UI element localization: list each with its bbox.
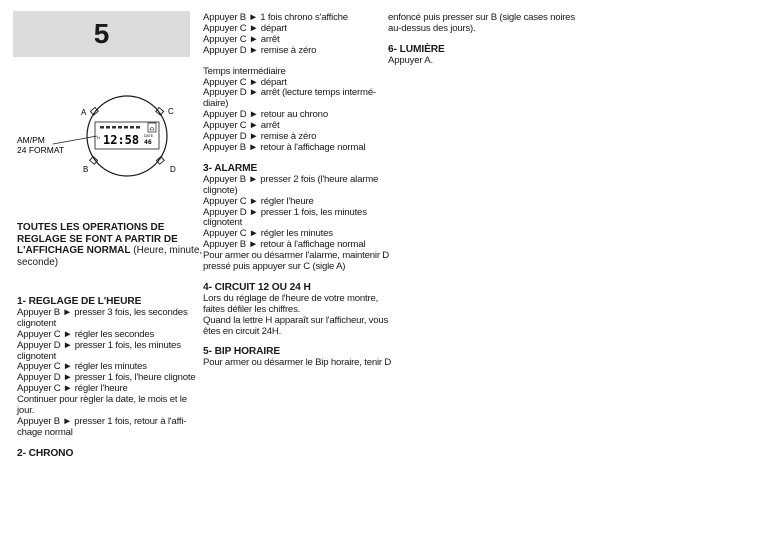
intro-line: TOUTES LES OPERATIONS DE: [17, 222, 165, 233]
text-line: Appuyer C ► régler l'heure: [17, 383, 128, 395]
intro-paragraph: [17, 222, 203, 268]
text-line: Appuyer C ► départ: [203, 76, 287, 88]
label-b: B: [83, 165, 89, 174]
watch-time: 12:58: [103, 133, 140, 147]
intro-tail: (Heure, minute,: [130, 245, 203, 256]
text-line: Lors du réglage de l'heure de votre montre,: [203, 292, 379, 304]
button-b: [90, 157, 98, 165]
section-3-title: 3- ALARME: [203, 162, 258, 174]
text-line: enfoncé puis presser sur B (sigle cases noires: [388, 12, 576, 23]
day-segments-icon: [100, 126, 140, 129]
section-5-title: 5- BIP HORAIRE: [203, 346, 281, 358]
section-1: [17, 296, 196, 460]
text-line: au-dessus des jours).: [388, 22, 476, 34]
text-line: clignotent: [17, 317, 57, 329]
label-c: C: [168, 107, 174, 116]
format-label: 24 FORMAT: [17, 145, 65, 155]
text-line: jour.: [17, 405, 35, 417]
column-3: [388, 12, 576, 67]
text-line: Appuyer A.: [388, 54, 433, 66]
text-line: Appuyer B ► retour à l'affichage normal: [203, 141, 366, 153]
text-line: Appuyer D ► remise à zéro: [203, 131, 317, 143]
text-line: Appuyer D ► presser 1 fois, les minutes: [17, 339, 181, 351]
page-number: 5: [93, 18, 110, 49]
text-line: Pour armer ou désarmer l'alarme, maintenir D: [203, 250, 390, 262]
text-line: Appuyer B ► retour à l'affichage normal: [203, 239, 366, 251]
text-line: diaire): [203, 98, 229, 110]
text-line: Temps intermédiaire: [203, 65, 286, 77]
text-line: Appuyer B ► 1 fois chrono s'affiche: [203, 12, 348, 23]
text-line: Appuyer D ► remise à zéro: [203, 44, 317, 56]
h-tag: H: [97, 135, 100, 140]
text-line: Appuyer C ► régler les secondes: [17, 328, 155, 340]
text-line: Appuyer D ► presser 1 fois, les minutes: [203, 206, 367, 218]
text-line: Appuyer C ► départ: [203, 22, 287, 34]
text-line: faites défiler les chiffres.: [203, 303, 301, 315]
callout-line: [53, 136, 97, 144]
section-4-title: 4- CIRCUIT 12 OU 24 H: [203, 281, 311, 293]
text-line: Appuyer C ► régler les minutes: [17, 361, 147, 373]
text-line: Appuyer B ► presser 2 fois (l'heure alarme: [203, 173, 379, 185]
text-line: Appuyer D ► arrêt (lecture temps intermé-: [203, 87, 376, 99]
page-number-box: [13, 11, 190, 57]
text-line: clignotent: [203, 217, 243, 229]
column-2: [203, 12, 392, 369]
text-line: Appuyer D ► presser 1 fois, l'heure clignote: [17, 372, 196, 384]
text-line: clignote): [203, 184, 238, 196]
label-d: D: [170, 165, 176, 174]
text-line: chage normal: [17, 426, 73, 438]
date-tag: DATE: [144, 134, 154, 138]
text-line: êtes en circuit 24H.: [203, 325, 282, 337]
text-line: Quand la lettre H apparaît sur l'afficheur, vous: [203, 314, 389, 326]
text-line: Appuyer C ► régler l'heure: [203, 195, 314, 207]
watch-diagram: [17, 92, 187, 182]
text-line: clignotent: [17, 350, 57, 362]
text-line: Appuyer C ► arrêt: [203, 33, 280, 45]
text-line: Pour armer ou désarmer le Bip horaire, tenir D: [203, 357, 392, 369]
text-line: pressé puis appuyer sur C (sigle A): [203, 261, 346, 273]
section-6-title: 6- LUMIÈRE: [388, 43, 445, 55]
button-d: [156, 157, 164, 165]
text-line: Appuyer D ► retour au chrono: [203, 109, 328, 121]
text-line: Appuyer B ► presser 3 fois, les secondes: [17, 306, 188, 318]
intro-tail2: seconde): [17, 256, 59, 268]
intro-line: L'AFFICHAGE NORMAL: [17, 245, 131, 256]
intro-line: REGLAGE SE FONT A PARTIR DE: [17, 233, 178, 245]
label-a: A: [81, 108, 87, 117]
text-line: Appuyer B ► presser 1 fois, retour à l'affi-: [17, 415, 187, 427]
text-line: Continuer pour règler la date, le mois et le: [17, 394, 187, 406]
section-2-title: 2- CHRONO: [17, 447, 74, 459]
watch-seconds: 46: [144, 138, 152, 146]
ampm-label: AM/PM: [17, 135, 45, 145]
section-1-title: 1- REGLAGE DE L'HEURE: [17, 296, 142, 307]
text-line: Appuyer C ► régler les minutes: [203, 228, 333, 240]
text-line: Appuyer C ► arrêt: [203, 120, 280, 132]
